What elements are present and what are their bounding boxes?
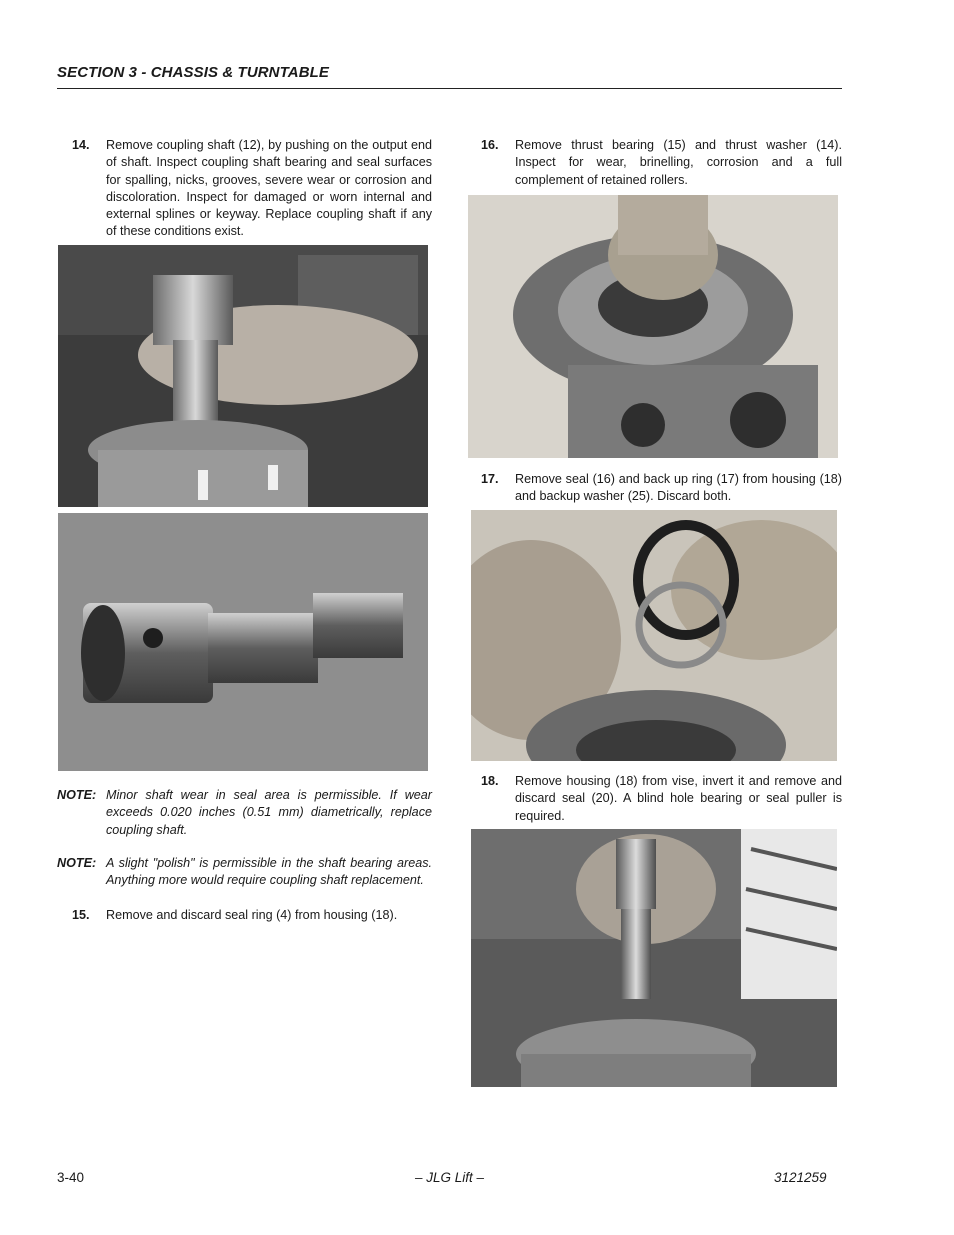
note-polish: [57, 855, 432, 891]
step-text: Remove and discard seal ring (4) from housing (18).: [106, 908, 398, 922]
note-label: NOTE:: [57, 856, 97, 870]
step-18: [481, 773, 842, 825]
step-16: [481, 137, 842, 189]
note-shaft-wear: [57, 787, 432, 841]
step-15: [72, 907, 432, 925]
photo-seal-puller: [471, 829, 837, 1087]
step-14: [72, 137, 432, 241]
section-title: SECTION 3 - CHASSIS & TURNTABLE: [57, 64, 330, 81]
header-rule: [57, 88, 842, 89]
document-number: 3121259: [774, 1170, 827, 1185]
step-number: 14.: [72, 138, 90, 152]
step-17: [481, 471, 842, 507]
photo-coupling-shaft-removal: [58, 245, 428, 507]
step-number: 18.: [481, 774, 499, 788]
step-number: 15.: [72, 908, 90, 922]
step-text: Remove thrust bearing (15) and thrust washer (14). Inspect for wear, brinelling, corrosion and a full complement of retained rollers.: [515, 138, 842, 187]
step-text: Remove seal (16) and back up ring (17) from housing (18) and backup washer (25). Discard both.: [515, 472, 842, 504]
note-text: A slight "polish" is permissible in the shaft bearing areas. Anything more would require coupling shaft replacement.: [106, 856, 432, 888]
step-text: Remove housing (18) from vise, invert it and remove and discard seal (20). A blind hole bearing or seal puller is required.: [515, 774, 842, 823]
step-text: Remove coupling shaft (12), by pushing on the output end of shaft. Inspect coupling shaft bearing and seal surfaces for spalling, nicks, grooves, severe wear or corrosion and discoloration. Inspect for damaged or worn internal and external splines or keyway. Replace coupling shaft if any of these conditions exist.: [106, 138, 432, 239]
note-label: NOTE:: [57, 788, 97, 802]
photo-seal-backup-ring-removal: [471, 510, 837, 761]
step-number: 16.: [481, 138, 499, 152]
note-text: Minor shaft wear in seal area is permissible. If wear exceeds 0.020 inches (0.51 mm) diametrically, replace coupling shaft.: [106, 788, 432, 837]
photo-thrust-bearing-removal: [468, 195, 838, 458]
photo-coupling-shaft: [58, 513, 428, 771]
page-number: 3-40: [57, 1170, 85, 1185]
footer-publisher: – JLG Lift –: [415, 1170, 485, 1185]
step-number: 17.: [481, 472, 499, 486]
